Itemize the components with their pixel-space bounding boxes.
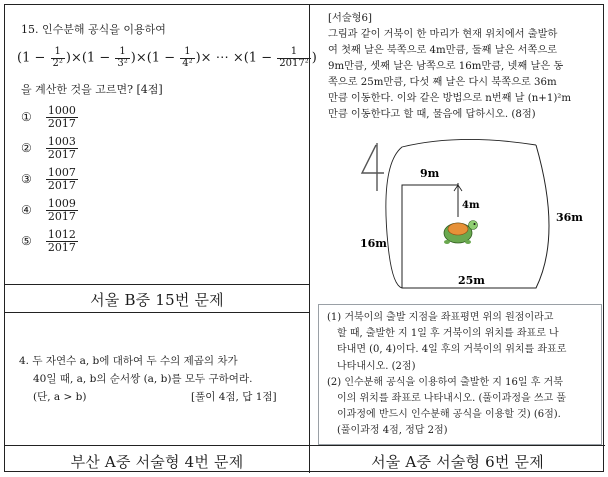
handwritten-four-stroke xyxy=(362,143,384,191)
question-4-line1: 4. 두 자연수 a, b에 대하여 두 수의 제곱의 차가 xyxy=(19,355,238,367)
desc6-line4: 쪽으로 25m만큼, 다섯 째 날은 다시 북쪽으로 36m xyxy=(328,77,557,88)
desc6-line5: 만큼 이동한다. 이와 같은 방법으로 n번째 날 (n+1)²m xyxy=(328,93,572,104)
label-9m: 9m xyxy=(420,167,440,180)
choice-fraction: $\frac{1000}{2017}$ xyxy=(47,104,76,130)
desc6-line1: 그림과 같이 거북이 한 마리가 현재 위치에서 출발하 xyxy=(328,29,558,40)
choice-fraction: $\frac{1012}{2017}$ xyxy=(47,228,76,254)
label-4m: 4m xyxy=(462,200,480,211)
sub1-line1: (1) 거북이의 출발 지점을 좌표평면 위의 원점이라고 xyxy=(327,312,554,323)
choice-fraction: $\frac{1007}{2017}$ xyxy=(47,166,76,192)
caption-busan-a: 부산 A중 서술형 4번 문제 xyxy=(70,453,244,471)
sub-questions-box xyxy=(318,304,602,445)
formula-part: )× ⋯ ×(1 − xyxy=(195,50,273,66)
label-16m: 16m xyxy=(360,237,387,250)
choice-4[interactable] xyxy=(21,198,79,222)
question-15-tail: 을 계산한 것을 고르면? [4점] xyxy=(21,83,163,96)
caption-seoul-a: 서울 A중 서술형 6번 문제 xyxy=(371,453,544,471)
desc6-line2: 여 첫째 날은 북쪽으로 4m만큼, 둘째 날은 서쪽으로 xyxy=(328,45,558,56)
sub1-line3: 타내면 (0, 4)이다. 4일 후의 거북이의 위치를 좌표로 xyxy=(337,344,567,356)
row-divider-bottom xyxy=(5,445,605,446)
choice-1[interactable] xyxy=(21,105,79,129)
desc6-line3: 9m만큼, 셋째 날은 남쪽으로 16m만큼, 넷째 날은 동 xyxy=(328,61,564,72)
formula-fraction: $\frac{1}{\text{2017²}}$ xyxy=(279,46,309,69)
problem-sheet xyxy=(4,4,604,472)
choice-2[interactable] xyxy=(21,136,79,160)
choice-3[interactable] xyxy=(21,167,79,191)
formula-part: )×(1 − xyxy=(130,50,176,66)
choice-mark: ② xyxy=(21,141,32,156)
sub2-line4: (풀이과정 4점, 정답 2점) xyxy=(337,425,448,437)
question-4-cell xyxy=(5,313,309,445)
formula-fraction: $\frac{1}{\text{2²}}$ xyxy=(52,46,63,69)
question-4-line2: 40일 때, a, b의 순서쌍 (a, b)를 모두 구하여라. xyxy=(33,373,253,385)
caption-seoul-b: 서울 B중 15번 문제 xyxy=(90,291,224,309)
choice-mark: ① xyxy=(21,110,32,125)
formula-fraction: $\frac{1}{\text{4²}}$ xyxy=(182,46,193,69)
question-4-points: [풀이 4점, 답 1점] xyxy=(191,391,277,403)
formula-part: )×(1 − xyxy=(65,50,111,66)
row-divider-left-1 xyxy=(5,284,309,285)
turtle-icon xyxy=(444,221,478,245)
formula-fraction: $\frac{1}{\text{3²}}$ xyxy=(117,46,128,69)
formula-part: (1 − xyxy=(17,50,46,66)
formula-part: ) xyxy=(311,50,317,66)
sub2-line1: (2) 인수분해 공식을 이용하여 출발한 지 16일 후 거북 xyxy=(327,376,563,388)
choice-mark: ⑤ xyxy=(21,234,32,249)
sub2-line2: 이의 위치를 좌표로 나타내시오. (풀이과정을 쓰고 풀 xyxy=(337,392,567,404)
sub2-line3: 이과정에 반드시 인수분해 공식을 이용할 것) (6점). xyxy=(337,409,561,421)
choice-mark: ③ xyxy=(21,172,32,187)
handwritten-four-label: 4 xyxy=(370,165,371,166)
desc6-line6: 만큼 이동한다고 할 때, 물음에 답하시오. (8점) xyxy=(328,109,536,120)
choice-fraction: $\frac{1009}{2017}$ xyxy=(47,197,76,223)
question-4-condition: (단, a > b) xyxy=(33,391,87,403)
choice-mark: ④ xyxy=(21,203,32,218)
spiral-arc xyxy=(386,139,536,288)
desc6-tag: [서술형6] xyxy=(328,13,372,24)
sub1-line4: 나타내시오. (2점) xyxy=(337,360,416,372)
turtle-spiral-figure xyxy=(310,125,605,305)
question-15-formula xyxy=(17,47,317,69)
label-25m: 25m xyxy=(458,274,485,287)
question-15-cell xyxy=(5,5,317,284)
sub1-line2: 할 때, 출발한 지 1일 후 거북이의 위치를 좌표로 나 xyxy=(337,328,559,340)
choice-fraction: $\frac{1003}{2017}$ xyxy=(47,135,76,161)
choice-5[interactable] xyxy=(21,229,79,253)
label-36m: 36m xyxy=(556,211,583,224)
question-15-head: 15. 인수분해 공식을 이용하여 xyxy=(21,23,166,36)
